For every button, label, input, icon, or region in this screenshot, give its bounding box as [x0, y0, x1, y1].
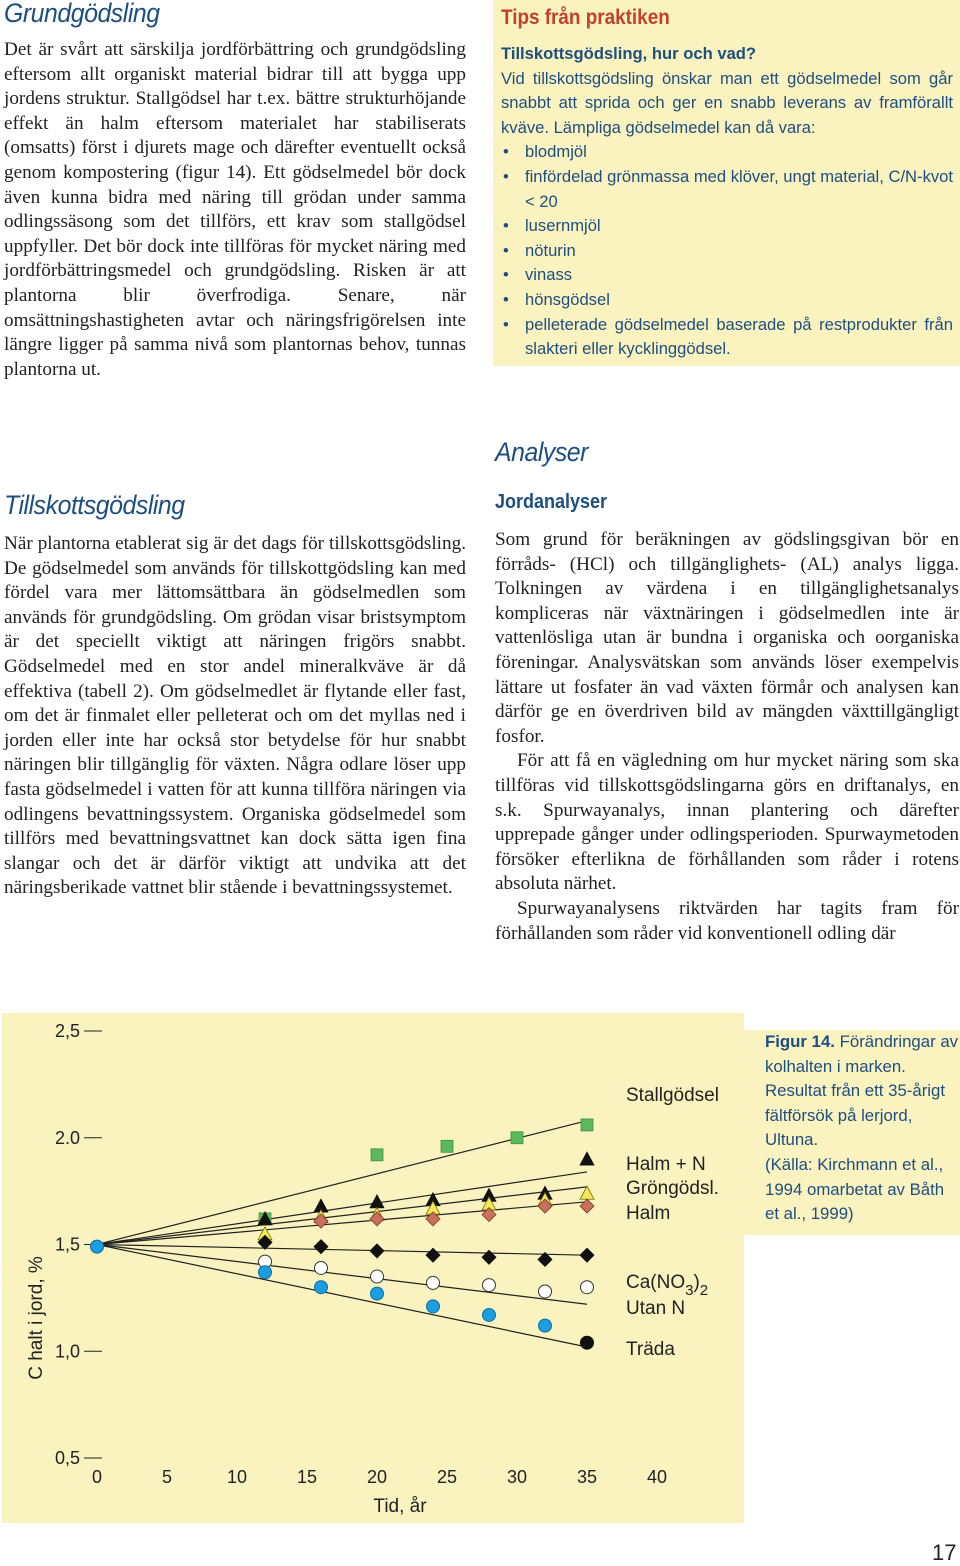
- data-point: [511, 1132, 523, 1144]
- x-tick-label: 10: [226, 1467, 248, 1487]
- grundgodsling-paragraph: Det är svårt att särskilja jordförbättring och grundgödsling eftersom allt organiskt material bidrar till att bygga upp jordens struktur. Stallgödsel har t.ex. bättre strukturhöjande effekt än halm eftersom materialet har stabiliserats (omsatts) först i djurets mage och därefter eventuellt också genom kompostering (figur 14). Ett gödselmedel bör dock även kunna bidra med näring till grödan under samma odlingssäsong som det tillförs, ett krav som stallgödsel uppfyller. Det bör dock inte tillföras för mycket näring med jordförbättringsmedel och grundgödsling. Risken är att plantorna blir överfrodiga. Senare, när omsättningshastigheten avtar och näringsfrigörelsen inte längre ligger på samma nivå som plantornas behov, tunnas plantorna ut.: [4, 39, 466, 380]
- page-number: 17: [932, 1540, 957, 1565]
- tips-subtitle: Tillskottsgödsling, hur och vad?: [501, 44, 757, 63]
- data-point: [580, 1152, 594, 1165]
- x-axis-label: Tid, år: [373, 1496, 427, 1517]
- data-point: [483, 1279, 496, 1292]
- data-point: [315, 1261, 328, 1274]
- data-point: [441, 1140, 453, 1152]
- data-point: [581, 1336, 594, 1349]
- data-point: [580, 1199, 594, 1213]
- legend-label: Halm + N: [626, 1154, 706, 1175]
- tips-title: Tips från praktiken: [501, 6, 670, 29]
- carbon-chart: [2, 1013, 744, 1523]
- y-tick-label: 1,5: [54, 1234, 80, 1255]
- tips-body: [501, 42, 953, 362]
- heading-analyser: Analyser: [495, 437, 588, 467]
- tips-intro: Vid tillskottsgödsling önskar man ett gödselmedel som går snabbt att sprida och ger en snabb leverans av framförallt kväve. Lämpliga gödselmedel kan då vara:: [501, 68, 953, 137]
- caption-line-1: Förändringar av kolhalten i marken.: [765, 1032, 959, 1076]
- data-point: [580, 1248, 594, 1262]
- data-point: [370, 1244, 384, 1258]
- figure-caption: [765, 1030, 960, 1227]
- data-point: [580, 1186, 594, 1199]
- list-item: • lusernmjöl: [501, 214, 953, 239]
- analyser-paragraph-2: För att få en vägledning om hur mycket näring som ska tillföras vid tillskottsgödslingarna görs en driftanalys, en s.k. Spurwayanalys, innan plantering och därefter upprepade gånger under odlingsperioden. Spurwaymetoden försöker efterlikna de förhållanden som råder i rotens absoluta närhet.: [495, 750, 959, 895]
- data-point: [371, 1270, 384, 1283]
- legend-label: Träda: [626, 1339, 675, 1360]
- data-point: [426, 1248, 440, 1262]
- data-point: [427, 1276, 440, 1289]
- tips-box: [493, 0, 960, 366]
- caption-line-3: (Källa: Kirchmann et al., 1994 omarbetat av Båth et al., 1999): [765, 1154, 945, 1224]
- legend-label: $Ca(NO_3)_2$: [626, 1272, 709, 1299]
- list-item: • pelleterade gödselmedel baserade på restprodukter från slakteri eller kycklinggödsel.: [501, 313, 953, 362]
- data-point: [370, 1195, 384, 1208]
- data-point: [91, 1240, 104, 1253]
- data-point: [370, 1212, 384, 1226]
- data-point: [371, 1149, 383, 1161]
- caption-label: Figur 14.: [765, 1032, 835, 1051]
- heading-grundgodsling: Grundgödsling: [4, 0, 160, 28]
- data-point: [539, 1319, 552, 1332]
- y-axis-label: C halt i jord, %: [26, 1256, 47, 1380]
- data-point: [581, 1119, 593, 1131]
- heading-tillskottsgodsling: Tillskottsgödsling: [4, 490, 185, 520]
- data-point: [581, 1281, 594, 1294]
- data-point: [315, 1281, 328, 1294]
- y-tick-label: 2,5: [54, 1021, 80, 1041]
- analyser-paragraph-1: Som grund för beräkningen av gödslingsgivan bör en förråds- (HCl) och tillgänglighets- (AL) analys ligga. Tolkningen av värdena i en tillgänglighetsanalys kompliceras när växtnäringen i gödselmedlen inte är vattenlösliga utan är bundna i organiska och oorganiska föreningar. Analysvätskan som används löser exempelvis lättare ut fosfater än vad växten förmår och analysen kan därför ge en överdriven bild av mängden växttillgängligt fosfor.: [495, 529, 959, 747]
- list-item: • vinass: [501, 263, 953, 288]
- x-tick-label: 0: [91, 1467, 103, 1487]
- analyser-text: [495, 528, 959, 946]
- x-tick-label: 30: [506, 1467, 528, 1487]
- y-tick-label: 1,0: [54, 1341, 80, 1362]
- tillskottsgodsling-paragraph: När plantorna etablerat sig är det dags för tillskottsgödsling. De gödselmedel som används för tillskottgödsling kan med fördel vara mer lättomsättbara än gödselmedlen som används för grundgödsling. Om grödan visar bristsymptom är det speciellt viktigt att näringen frigörs snabbt. Gödselmedel med en stor andel mineralkväve är då effektiva (tabell 2). Om gödselmedlet är flytande eller fast, om det är finmalet eller pelleterat och om det myllas ned i jorden eller inte har också stor betydelse för hur snabbt näringen blir tillgänglig för växten. Några odlare löser upp fasta gödselmedel i vatten för att kunna tillföra näringen via odlingens bevattningssystem. Organiska gödselmedel som tillförs med bevattningsvattnet kan dock sätta igen fina slangar och det är därför viktigt att undvika att det näringsberikade vattnet blir stående i bevattningssystemet.: [4, 533, 466, 899]
- legend-label: Utan N: [626, 1298, 686, 1319]
- list-item: • blodmjöl: [501, 140, 953, 165]
- legend-label: Stallgödsel: [626, 1085, 719, 1106]
- x-tick-label: 40: [646, 1467, 668, 1487]
- grundgodsling-text: [4, 38, 466, 382]
- y-tick-label: 2.0: [54, 1127, 80, 1148]
- analyser-paragraph-3: Spurwayanalysens riktvärden har tagits fram för förhållanden som råder vid konventionell odling där: [495, 897, 959, 944]
- legend-label: Halm: [626, 1203, 671, 1224]
- data-point: [539, 1285, 552, 1298]
- tips-list: [501, 140, 953, 361]
- data-point: [314, 1240, 328, 1254]
- trend-line: [97, 1187, 587, 1245]
- subheading-jordanalyser: Jordanalyser: [495, 491, 608, 513]
- data-point: [483, 1308, 496, 1321]
- x-tick-label: 25: [436, 1467, 458, 1487]
- x-tick-label: 5: [161, 1467, 173, 1487]
- x-tick-label: 20: [366, 1467, 388, 1487]
- list-item: • hönsgödsel: [501, 288, 953, 313]
- tillskottsgodsling-text: [4, 532, 466, 901]
- list-item: • finfördelad grönmassa med klöver, ungt material, C/N-kvot < 20: [501, 165, 953, 214]
- legend-label: Gröngödsl.: [626, 1178, 719, 1199]
- data-point: [427, 1300, 440, 1313]
- y-tick-label: 0,5: [54, 1448, 80, 1468]
- data-point: [371, 1287, 384, 1300]
- list-item: • nöturin: [501, 239, 953, 264]
- data-point: [259, 1266, 272, 1279]
- x-tick-label: 35: [576, 1467, 598, 1487]
- caption-line-2: Resultat från ett 35-årigt fältförsök på lerjord, Ultuna.: [765, 1081, 946, 1150]
- x-tick-label: 15: [296, 1467, 318, 1487]
